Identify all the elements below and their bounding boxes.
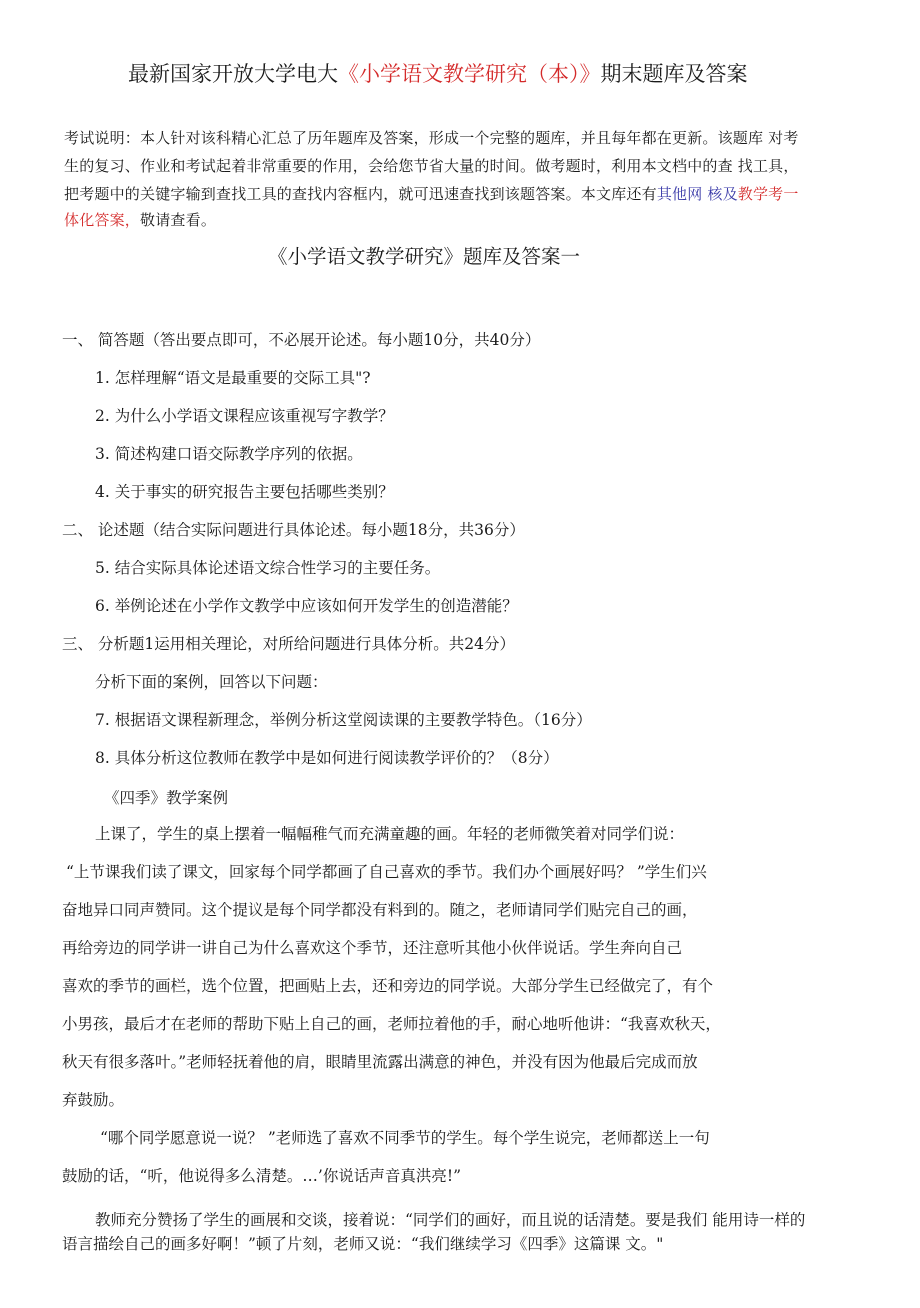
case-paragraph-line: 秋天有很多落叶。”老师轻抚着他的肩，眼睛里流露出满意的神色，并没有因为他最后完成而放 bbox=[62, 1053, 698, 1071]
case-paragraph-line: 奋地异口同声赞同。这个提议是每个同学都没有料到的。随之，老师请同学们贴完自己的画， bbox=[62, 901, 698, 919]
question-1: 1. 怎样理解“语文是最重要的交际工具"? bbox=[95, 369, 371, 387]
case-paragraph-line: “上节课我们读了课文，回家每个同学都画了自己喜欢的季节。我们办个画展好吗？ ”学生们兴 bbox=[66, 863, 707, 881]
other-resources-link[interactable]: 其他网 核及 bbox=[656, 185, 738, 203]
case-paragraph-line: 小男孩，最后才在老师的帮助下贴上自己的画，老师拉着他的手，耐心地听他讲：“我喜欢秋天， bbox=[62, 1015, 721, 1033]
section-title: 《小学语文教学研究》题库及答案一 bbox=[268, 245, 581, 268]
case-paragraph-line: 上课了，学生的桌上摆着一幅幅稚气而充满童趣的画。年轻的老师微笑着对同学们说： bbox=[95, 825, 685, 843]
question-6: 6. 举例论述在小学作文教学中应该如何开发学生的创造潜能？ bbox=[95, 597, 518, 615]
title-prefix: 最新国家开放大学电大 bbox=[128, 62, 338, 86]
intro-line-2: 生的复习、作业和考试起着非常重要的作用，会给您节省大量的时间。做考题时，利用本文档中的查 找工具， bbox=[64, 157, 799, 175]
case-paragraph-line: “哪个同学愿意说一说？ ”老师选了喜欢不同季节的学生。每个学生说完，老师都送上一句 bbox=[100, 1129, 710, 1147]
case-paragraph-line: 教师充分赞扬了学生的画展和交谈，接着说：“同学们的画好，而且说的话清楚。要是我们 能用诗一样的 bbox=[95, 1211, 806, 1229]
question-8: 8. 具体分析这位教师在教学中是如何进行阅读教学评价的？（8分） bbox=[95, 749, 559, 767]
case-paragraph-line: 喜欢的季节的画栏，选个位置，把画贴上去，还和旁边的同学说。大部分学生已经做完了，有个 bbox=[62, 977, 714, 995]
question-2: 2. 为什么小学语文课程应该重视写字教学？ bbox=[95, 407, 394, 425]
case-paragraph-line: 鼓励的话，“听，他说得多么清楚。…’你说话声音真洪亮!” bbox=[62, 1167, 462, 1185]
title-course-name: 《小学语文教学研究（本）》 bbox=[338, 62, 601, 86]
intro-line-3 bbox=[64, 184, 799, 204]
section-1-heading: 一、 简答题（答出要点即可，不必展开论述。每小题10分，共40分） bbox=[62, 331, 541, 349]
case-paragraph-line: 语言描绘自己的画多好啊！”顿了片刻，老师又说：“我们继续学习《四季》这篇课 文。" bbox=[62, 1235, 664, 1253]
question-5: 5. 结合实际具体论述语文综合性学习的主要任务。 bbox=[95, 559, 441, 577]
document-title bbox=[128, 60, 748, 88]
case-paragraph-line: 弃鼓励。 bbox=[62, 1091, 125, 1109]
integrated-answers-link[interactable]: 教学考一 bbox=[737, 185, 799, 203]
case-paragraph-line: 再给旁边的同学讲一讲自己为什么喜欢这个季节，还注意听其他小伙伴说话。学生奔向自己 bbox=[62, 939, 683, 957]
case-title: 《四季》教学案例 bbox=[104, 789, 229, 807]
section-3-instruction: 分析下面的案例，回答以下问题： bbox=[95, 673, 328, 691]
section-2-heading: 二、 论述题（结合实际问题进行具体论述。每小题18分，共36分） bbox=[62, 521, 525, 539]
question-7: 7. 根据语文课程新理念，举例分析这堂阅读课的主要教学特色。（16分） bbox=[95, 711, 592, 729]
question-4: 4. 关于事实的研究报告主要包括哪些类别？ bbox=[95, 483, 394, 501]
section-3-heading: 三、 分析题1运用相关理论，对所给问题进行具体分析。共24分） bbox=[62, 635, 516, 653]
integrated-answers-link-cont[interactable]: 体化答案， bbox=[64, 211, 141, 229]
intro-line-1: 考试说明：本人针对该科精心汇总了历年题库及答案，形成一个完整的题库，并且每年都在更新。该题库 对考 bbox=[64, 129, 799, 147]
title-suffix: 期末题库及答案 bbox=[600, 62, 748, 86]
intro-line-3-text: 把考题中的关键字输到查找工具的查找内容框内，就可迅速查找到该题答案。本文库还有 bbox=[64, 185, 657, 203]
intro-line-4 bbox=[64, 210, 216, 230]
intro-line-4-text: 敬请查看。 bbox=[140, 211, 217, 229]
question-3: 3. 简述构建口语交际教学序列的依据。 bbox=[95, 445, 363, 463]
